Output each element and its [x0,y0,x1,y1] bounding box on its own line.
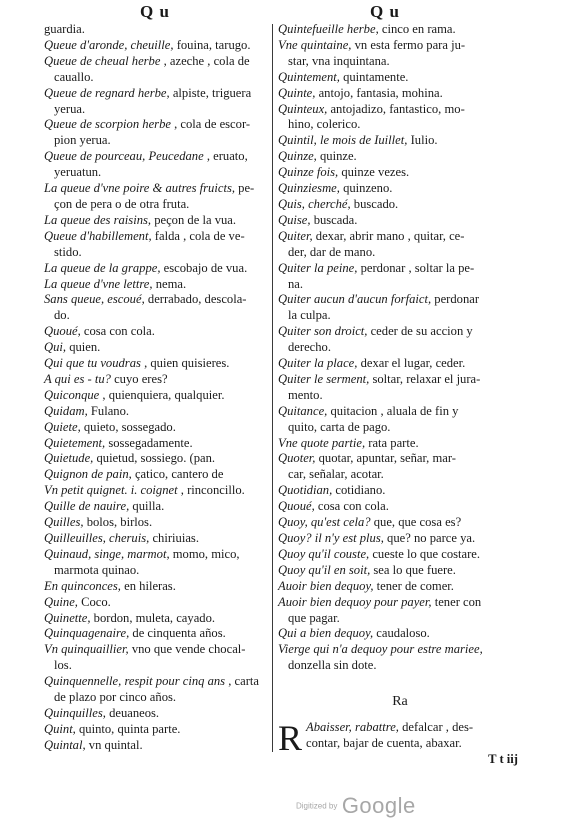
entry-definition: en hileras. [124,578,176,593]
dictionary-entry [44,738,270,754]
entry-definition-cont: contar, bajar de cuenta, abaxar. [306,735,462,750]
entry-definition: nema. [155,276,187,291]
dictionary-entry [278,54,522,70]
dictionary-entry [278,229,522,245]
dictionary-entry [44,674,270,690]
dictionary-entry [44,563,270,579]
dictionary-entry [44,308,270,324]
entry-definition: peçon de la vua. [154,212,237,227]
entry-headword: Quinquagenaire, [44,626,130,641]
entry-headword: Quidam, [44,403,88,418]
entry-definition: car, señalar, acotar. [288,467,384,482]
dictionary-entry [278,22,522,38]
dictionary-entry [44,611,270,627]
dictionary-entry [278,515,522,531]
dictionary-entry [278,467,522,483]
entry-definition: dexar, abrir mano , quitar, ce- [315,228,465,243]
entry-headword: La queue des raisins, [44,212,152,227]
dictionary-entry [44,340,270,356]
entry-headword: Quoué, [44,324,81,339]
entry-headword: Quinze, [278,149,317,164]
entry-headword: Vn quinquaillier, [44,642,129,657]
entry-headword: Quiconque [44,387,100,402]
entry-headword: Quinquilles, [44,705,106,720]
entry-headword: Quiter son droict, [278,324,368,339]
entry-definition: buscado. [353,196,399,211]
dictionary-entry [278,308,522,324]
entry-headword: Quiter le serment, [278,371,370,386]
dictionary-entry [44,229,270,245]
dictionary-entry [278,388,522,404]
entry-headword: Quiete, [44,419,81,434]
entry-headword: Auoir bien dequoy pour payer, [278,594,432,609]
entry-headword: Quinette, [44,610,91,625]
dictionary-entry [278,372,522,388]
entry-definition: do. [54,308,70,323]
entry-definition: perdonar , soltar la pe- [360,260,475,275]
dictionary-entry [278,38,522,54]
entry-headword: Queue de pourceau, Peucedane [44,149,204,164]
entry-definition: derecho. [288,340,332,355]
entry-headword: Vierge qui n'a dequoy pour estre mariee, [278,642,483,657]
entry-definition: antojadizo, fantastico, mo- [330,101,465,116]
dictionary-entry [44,324,270,340]
column-divider [272,24,273,752]
entry-definition: deuaneos. [109,705,160,720]
entry-definition: cotidiano. [335,483,386,498]
entry-definition: cinco en rama. [381,22,456,36]
dictionary-entry [278,245,522,261]
dictionary-entry [278,261,522,277]
entry-headword: Quoter, [278,451,316,466]
dictionary-entry [44,451,270,467]
entry-definition: derrabado, descola- [147,292,247,307]
entry-headword: Quietude, [44,451,94,466]
entry-definition: soltar, relaxar el jura- [372,371,481,386]
entry-headword: Quiter la place, [278,356,358,371]
dictionary-entry [278,197,522,213]
entry-definition: pion yerua. [54,133,111,148]
entry-headword: Quietement, [44,435,106,450]
dictionary-entry [44,70,270,86]
entry-headword: Quintefueille herbe, [278,22,379,36]
entry-definition: donzella sin dote. [288,658,377,673]
dictionary-entry [44,245,270,261]
dictionary-entry [278,356,522,372]
entry-headword: Vne quote partie, [278,435,366,450]
entry-headword: Quinteux, [278,101,328,116]
dictionary-entry [278,292,522,308]
dictionary-entry [278,579,522,595]
entry-definition: , quien quisieres. [144,356,230,371]
entry-definition: cuyo eres? [114,371,168,386]
entry-definition: tener de comer. [376,578,454,593]
entry-headword: Quinze fois, [278,165,339,180]
google-watermark [296,793,416,819]
entry-headword: Quise, [278,212,311,227]
entry-headword: Abaisser, rabattre, [306,720,399,735]
entry-definition: , cola de escor- [174,117,251,132]
dictionary-entry [44,86,270,102]
entry-definition: bolos, birlos. [86,515,153,530]
entry-definition: antojo, fantasia, mohina. [318,85,443,100]
dictionary-entry [44,642,270,658]
entry-headword: Queue de regnard herbe, [44,85,170,100]
dictionary-entry [278,277,522,293]
entry-definition: sea lo que fuere. [373,562,456,577]
dictionary-entry [278,642,522,658]
entry-definition: de plazo por cinco años. [54,690,177,705]
signature-mark: T t iij [488,751,518,766]
entry-definition: çatico, cantero de [134,467,224,482]
entry-definition: que? no parce ya. [387,531,476,545]
dictionary-entry [44,181,270,197]
entry-headword: Quinaud, singe, marmot, [44,546,170,561]
entry-definition: momo, mico, [172,546,240,561]
dictionary-entry [278,117,522,133]
entry-definition: yerua. [54,101,86,116]
dictionary-entry [44,579,270,595]
dictionary-entry [44,690,270,706]
entry-definition: caudaloso. [376,626,430,641]
dictionary-entry [44,722,270,738]
entry-headword: Quis, cherché, [278,196,351,211]
dictionary-entry [278,531,522,547]
entry-definition: vno que vende chocal- [131,642,246,657]
dictionary-entry [44,277,270,293]
dictionary-entry [44,531,270,547]
dictionary-entry [278,340,522,356]
entry-headword: Quoy qu'il couste, [278,546,370,561]
dictionary-entry [44,658,270,674]
dictionary-entry [278,133,522,149]
entry-definition: buscada. [313,212,358,227]
dictionary-entry [44,404,270,420]
entry-headword: Qui que tu voudras [44,356,141,371]
entry-definition: rata parte. [368,435,419,450]
entry-definition: Iulio. [410,133,438,148]
entry-headword: Vn petit quignet. i. coignet [44,483,178,498]
dictionary-entry [44,356,270,372]
right-column [278,22,522,768]
entry-definition: cosa con cola. [83,324,155,339]
left-running-head: Q u [140,2,170,21]
entry-definition: de cinquenta años. [132,626,226,641]
entry-definition: vn quintal. [88,737,143,752]
entry-headword: Queue d'habillement, [44,228,152,243]
dictionary-entry [278,102,522,118]
entry-definition: quinze. [319,149,357,164]
drop-cap: R [278,718,303,759]
entry-headword: Quoy qu'il en soit, [278,562,371,577]
entry-definition: que, que cosa es? [373,515,462,530]
entry-definition: pe- [238,181,255,196]
watermark-prefix: Digitized by [296,801,338,811]
dictionary-entry [44,133,270,149]
dictionary-entry [278,86,522,102]
entry-definition: guardia. [44,22,85,36]
entry-definition: marmota quinao. [54,562,140,577]
dictionary-entry [44,388,270,404]
entry-definition: escobajo de vua. [163,260,248,275]
dictionary-entry [44,595,270,611]
dictionary-entry [44,499,270,515]
entry-headword: Queue d'aronde, cheuille, [44,37,174,52]
entry-headword: Vne quintaine, [278,37,352,52]
entry-definition: Fulano. [90,403,130,418]
entry-headword: Qui a bien dequoy, [278,626,374,641]
dictionary-entry [278,324,522,340]
entry-definition: quitacion , aluala de fin y [330,403,459,418]
entry-definition: cauallo. [54,69,94,84]
dictionary-entry [44,38,270,54]
dictionary-entry [44,117,270,133]
entry-definition: Coco. [81,594,111,609]
dictionary-entry [44,102,270,118]
entry-headword: A qui es - tu? [44,371,111,386]
entry-headword: Quitance, [278,403,328,418]
entry-headword: Quilleuilles, cheruis, [44,531,150,545]
entry-definition: quinzeno. [343,181,393,196]
entry-definition: , quienquiera, qualquier. [102,387,225,402]
entry-headword: Quintal, [44,737,86,752]
entry-headword: Qui, [44,340,67,355]
entry-definition: dexar el lugar, ceder. [360,356,466,371]
entry-definition: stido. [54,244,82,259]
entry-definition: los. [54,658,72,673]
dictionary-entry [278,404,522,420]
entry-definition: cueste lo que costare. [372,546,481,561]
entry-definition: quinze vezes. [341,165,410,180]
dictionary-entry [44,483,270,499]
entry-definition: , rinconcillo. [180,483,245,498]
entry-definition: que pagar. [288,610,340,625]
entry-headword: Quinte, [278,85,316,100]
dictionary-entry [278,70,522,86]
dictionary-entry [278,563,522,579]
dictionary-entry [44,626,270,642]
entry-definition: quintamente. [343,69,409,84]
entry-definition: quotar, apuntar, señar, mar- [318,451,456,466]
entry-definition: hino, colerico. [288,117,361,132]
dictionary-entry [44,197,270,213]
entry-definition: defalcar , des- [402,720,474,735]
entry-headword: Quintil, le mois de Iuillet, [278,133,408,148]
dictionary-entry [44,372,270,388]
entry-headword: Quinquennelle, respit pour cinq ans [44,674,226,689]
dictionary-entry [278,483,522,499]
left-column [44,22,270,754]
dictionary-entry [278,451,522,467]
entry-headword: Quotidian, [278,483,333,498]
entry-definition: , eruato, [206,149,248,164]
entry-definition: der, dar de mano. [288,244,376,259]
dictionary-entry [44,54,270,70]
dictionary-entry [44,22,270,38]
entry-definition: perdonar [434,292,480,307]
dictionary-entry [44,515,270,531]
dictionary-entry [44,420,270,436]
dictionary-entry [44,149,270,165]
entry-headword: Queue de scorpion herbe [44,117,171,132]
dictionary-entry [278,547,522,563]
entry-definition: bordon, muleta, cayado. [93,610,216,625]
entry-definition: , carta [228,674,259,689]
watermark-logo: Google [341,793,416,818]
entry-definition: mento. [288,387,323,402]
dictionary-entry [278,626,522,642]
entry-definition: alpiste, triguera [172,85,252,100]
entry-headword: Quiter, [278,228,313,243]
entry-definition: quien. [69,340,101,355]
entry-headword: La queue de la grappe, [44,260,161,275]
dictionary-entry [44,213,270,229]
entry-headword: Quiter la peine, [278,260,358,275]
entry-headword: En quinconces, [44,578,121,593]
entry-headword: Sans queue, escoué, [44,292,145,307]
entry-definition: cosa con cola. [317,499,389,514]
dictionary-entry [44,292,270,308]
dictionary-entry [44,261,270,277]
entry-definition: fouina, tarugo. [176,37,251,52]
entry-definition: quietud, sossiego. (pan. [96,451,216,466]
entry-headword: La queue d'vne poire & autres fruicts, [44,181,235,196]
dictionary-entry [278,658,522,674]
dictionary-entry [278,436,522,452]
dictionary-entry [278,149,522,165]
dictionary-entry [44,706,270,722]
entry-headword: Quinziesme, [278,181,340,196]
entry-definition: tener con [434,594,482,609]
entry-definition: yeruatun. [54,165,102,180]
entry-headword: Quignon de pain, [44,467,132,482]
entry-definition: falda , cola de ve- [154,228,245,243]
dictionary-entry [278,213,522,229]
entry-headword: Quiter aucun d'aucun forfaict, [278,292,432,307]
entry-headword: Quilles, [44,515,84,530]
entry-definition: star, vna inquintana. [288,53,390,68]
entry-definition: quieto, sossegado. [83,419,176,434]
entry-definition: vn esta fermo para ju- [354,37,466,52]
entry-headword: Quintement, [278,69,340,84]
entry-headword: Quoué, [278,499,315,514]
entry-headword: Quoy? il n'y est plus, [278,531,384,545]
section-heading: Ra [392,694,408,710]
dictionary-entry [44,436,270,452]
dictionary-entry [44,547,270,563]
entry-headword: Queue de cheual herbe [44,53,161,68]
entry-definition: na. [288,276,304,291]
entry-definition: quito, carta de pago. [288,419,391,434]
entry-headword: Quine, [44,594,78,609]
entry-definition: çon de pera o de otra fruta. [54,196,190,211]
entry-headword: Quille de nauire, [44,499,130,514]
dictionary-entry [278,420,522,436]
entry-definition: , azeche , cola de [163,53,250,68]
entry-definition: la culpa. [288,308,331,323]
dictionary-entry [278,595,522,611]
right-running-head: Q u [370,2,400,21]
entry-definition: chiriuias. [152,531,199,545]
dictionary-entry [278,499,522,515]
dictionary-entry [44,165,270,181]
entry-headword: Quint, [44,721,76,736]
dictionary-entry [278,611,522,627]
entry-definition: quilla. [132,499,165,514]
entry-headword: Auoir bien dequoy, [278,578,374,593]
entry-definition: sossegadamente. [108,435,193,450]
entry-definition: ceder de su accion y [370,324,473,339]
entry-definition: quinto, quinta parte. [79,721,181,736]
dictionary-entry [278,181,522,197]
dictionary-entry [44,467,270,483]
entry-headword: Quoy, qu'est cela? [278,515,371,530]
dictionary-entry [278,165,522,181]
entry-headword: La queue d'vne lettre, [44,276,153,291]
